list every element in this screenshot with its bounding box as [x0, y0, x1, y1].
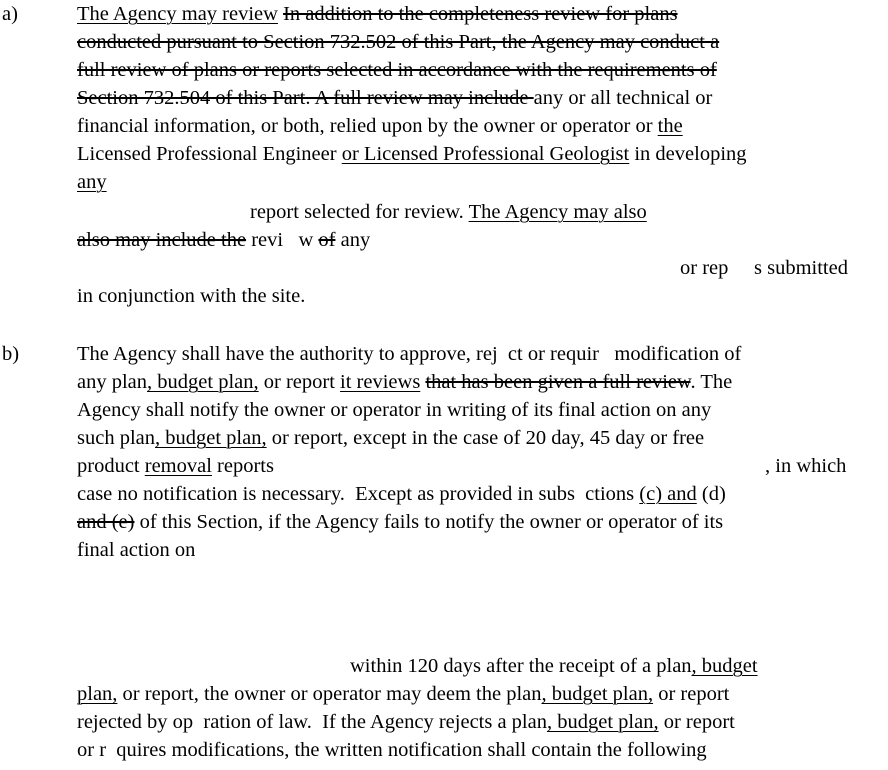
text-line: [77, 112, 683, 140]
text-run: or rep s submitted: [680, 257, 848, 279]
text-line: [77, 708, 735, 736]
text-line: [77, 680, 729, 708]
text-line: [77, 0, 678, 28]
deleted-text: of: [318, 229, 336, 251]
section-b-label: b): [2, 343, 20, 365]
text-line: [680, 254, 848, 282]
text-line: [77, 396, 711, 424]
text-line: [77, 340, 741, 368]
text-line: [77, 736, 707, 764]
text-run: any or all technical or: [533, 87, 713, 109]
deleted-text: also may include the: [77, 229, 247, 251]
text-line: [77, 226, 370, 254]
text-run: product: [77, 455, 145, 477]
text-run: reports: [211, 455, 274, 477]
text-run: or r quires modifications, the written notification shall contain the following: [77, 739, 707, 761]
text-run: , in which: [765, 455, 847, 477]
text-line: [77, 480, 726, 508]
text-run: or report, the owner or operator may deem the plan: [117, 683, 542, 705]
text-run: rejected by op ration of law. If the Agency rejects a plan: [77, 711, 547, 733]
text-run: or report: [653, 683, 730, 705]
inserted-text: or Licensed Professional Geologist: [341, 143, 630, 165]
text-run: final action on: [77, 539, 196, 561]
text-line: [77, 140, 747, 168]
inserted-text: (c) and: [639, 483, 697, 505]
text-run: in developing: [629, 143, 747, 165]
text-run: The Agency shall have the authority to approve, rej ct or requir modification of: [77, 343, 742, 365]
text-run: report selected for review.: [250, 201, 469, 223]
text-run: within 120 days after the receipt of a plan: [350, 655, 692, 677]
text-line: [77, 536, 195, 564]
inserted-text: , budget plan,: [155, 427, 267, 449]
inserted-text: it reviews: [340, 371, 421, 393]
text-line: [77, 452, 274, 480]
inserted-text: The Agency may review: [77, 3, 278, 25]
text-line: [250, 198, 647, 226]
text-line: [77, 56, 717, 84]
deleted-text: Section 732.504 of this Part. A full review may include: [77, 87, 534, 109]
inserted-text: The Agency may also: [468, 201, 647, 223]
text-line: [765, 452, 846, 480]
text-run: revi w: [246, 229, 319, 251]
inserted-text: , budget plan,: [546, 711, 659, 733]
text-run: any: [335, 229, 371, 251]
deleted-text: that has been given a full review: [425, 371, 691, 393]
text-run: or report: [658, 711, 735, 733]
text-line: [77, 84, 712, 112]
text-run: case no notification is necessary. Except as provided in subs ctions: [77, 483, 640, 505]
inserted-text: , budget plan,: [541, 683, 654, 705]
deleted-text: full review of plans or reports selected in accordance with the requirements of: [77, 59, 717, 81]
text-run: in conjunction with the site.: [77, 285, 306, 307]
text-line: [77, 424, 704, 452]
text-line: [77, 368, 732, 396]
text-run: (d): [696, 483, 726, 505]
inserted-text: the: [657, 115, 683, 137]
text-line: [77, 282, 305, 310]
deleted-text: In addition to the completeness review for plans: [283, 3, 678, 25]
text-line: [77, 28, 719, 56]
text-run: or report, except in the case of 20 day, 45 day or free: [266, 427, 705, 449]
text-line: [350, 652, 758, 680]
text-run: or report: [258, 371, 341, 393]
text-run: financial information, or both, relied upon by the owner or operator or: [77, 115, 658, 137]
inserted-text: , budget: [691, 655, 758, 677]
inserted-text: any: [77, 171, 107, 193]
inserted-text: removal: [144, 455, 212, 477]
deleted-text: conducted pursuant to Section 732.502 of this Part, the Agency may conduct a: [77, 31, 720, 53]
text-line: [77, 508, 723, 536]
deleted-text: and (e): [77, 511, 135, 533]
section-a-label: a): [2, 3, 18, 25]
text-run: of this Section, if the Agency fails to notify the owner or operator of its: [134, 511, 724, 533]
text-run: Licensed Professional Engineer: [77, 143, 342, 165]
inserted-text: , budget plan,: [147, 371, 259, 393]
text-run: Agency shall notify the owner or operator in writing of its final action on any: [77, 399, 712, 421]
inserted-text: plan,: [77, 683, 118, 705]
text-line: [77, 168, 107, 196]
text-run: such plan: [77, 427, 155, 449]
text-run: any plan: [77, 371, 148, 393]
text-run: . The: [690, 371, 733, 393]
